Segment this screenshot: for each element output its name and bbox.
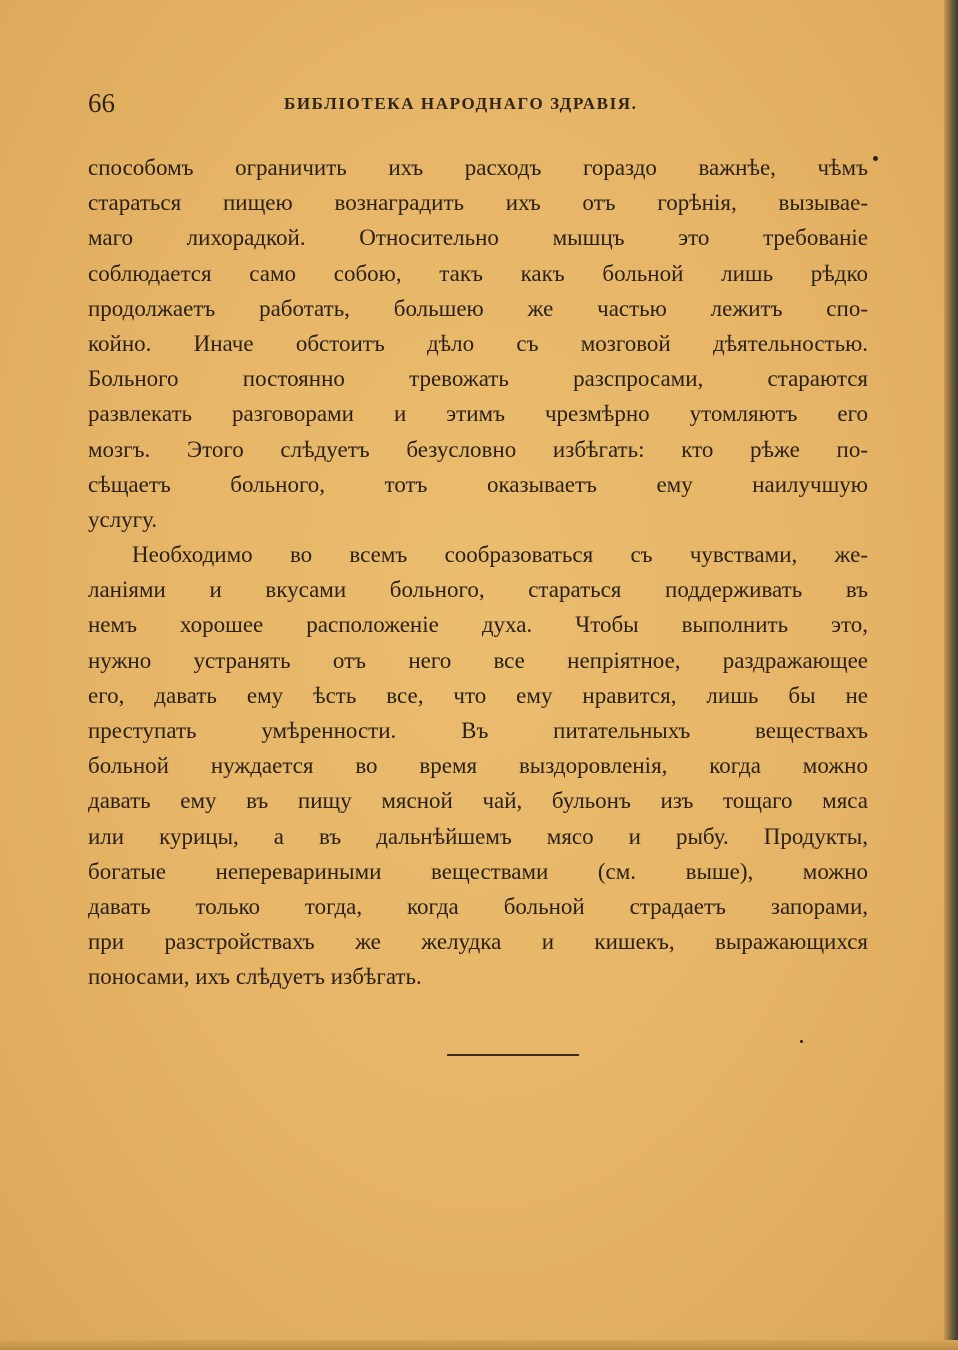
page-edge-shadow (944, 0, 958, 1350)
text-line: Больного постоянно тревожать разспросами, стараются (88, 366, 868, 392)
text-line: стараться пищею вознаградить ихъ отъ горѣнія, вызывае- (88, 190, 868, 216)
text-line: при разстройствахъ же желудка и кишекъ, выражающихся (88, 929, 868, 955)
text-line: способомъ ограничить ихъ расходъ гораздо важнѣе, чѣмъ (88, 155, 868, 180)
running-title: БИБЛІОТЕКА НАРОДНАГО ЗДРАВІЯ. (284, 94, 638, 113)
text-line: соблюдается само собою, такъ какъ больной лишь рѣдко (88, 260, 868, 286)
text-line: сѣщаетъ больного, тотъ оказываетъ ему наилучшую (88, 471, 868, 497)
text-line: больной нуждается во время выздоровленія, когда можно (88, 753, 868, 779)
page-number: 66 (88, 88, 115, 118)
text-line: мозгъ. Этого слѣдуетъ безусловно избѣгать: кто рѣже по- (88, 436, 868, 462)
text-line: или курицы, а въ дальнѣйшемъ мясо и рыбу. Продукты, (88, 823, 868, 849)
text-line: Необходимо во всемъ сообразоваться съ чувствами, же- (132, 542, 868, 568)
text-line: его, давать ему ѣсть все, что ему нравится, лишь бы не (88, 682, 868, 708)
ink-speck (800, 1040, 803, 1043)
text-line: поносами, ихъ слѣдуетъ избѣгать. (88, 964, 422, 990)
text-line: преступать умѣренности. Въ питательныхъ веществахъ (88, 718, 868, 743)
text-line: богатые неперевариными веществами (см. выше), можно (88, 858, 868, 884)
text-line: услугу. (88, 506, 158, 532)
text-line: продолжаетъ работать, большею же частью лежитъ спо- (88, 295, 868, 321)
text-line: немъ хорошее расположеніе духа. Чтобы выполнить это, (88, 612, 868, 638)
text-line: развлекать разговорами и этимъ чрезмѣрно утомляютъ его (88, 401, 868, 427)
text-line: давать только тогда, когда больной страдаетъ запорами, (88, 893, 868, 919)
text-line: ланіями и вкусами больного, стараться поддерживать въ (88, 577, 868, 603)
text-line: давать ему въ пищу мясной чай, бульонъ изъ тощаго мяса (88, 788, 868, 814)
page-bottom-edge (0, 1340, 958, 1350)
paragraph-1 (88, 150, 868, 537)
text-line: нужно устранять отъ него все непріятное, раздражающее (88, 647, 868, 673)
body-text (88, 150, 868, 995)
paragraph-2 (88, 537, 868, 994)
page-header (88, 88, 868, 124)
text-line: койно. Иначе обстоитъ дѣло съ мозговой дѣятельностью. (88, 330, 868, 356)
text-line: маго лихорадкой. Относительно мышцъ это требованіе (88, 225, 868, 251)
end-rule (447, 1054, 579, 1056)
ink-speck (873, 156, 878, 161)
